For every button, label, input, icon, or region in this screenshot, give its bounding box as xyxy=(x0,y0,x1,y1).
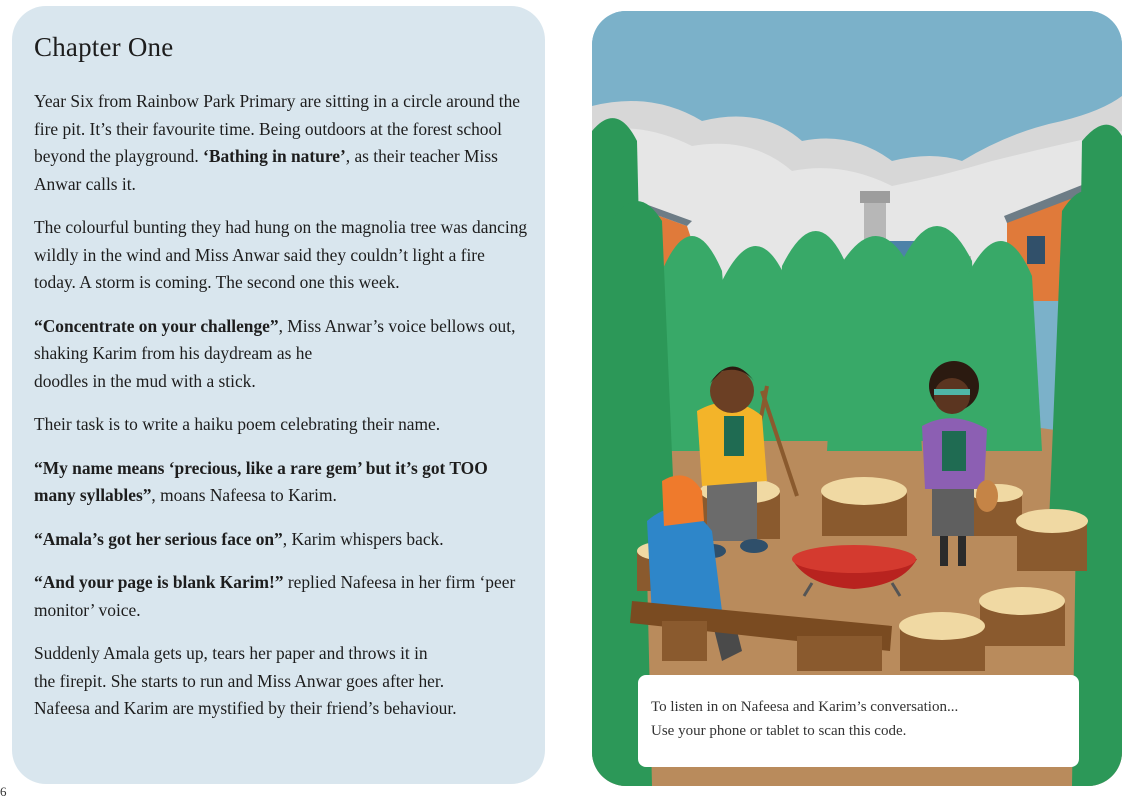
paragraph-5: “My name means ‘precious, like a rare gem’ but it’s got TOO many syllables”, moans Nafeesa to Karim. xyxy=(34,457,488,505)
chapter-title: Chapter One xyxy=(34,32,174,62)
bold-quote: ‘Bathing in nature’ xyxy=(203,146,346,166)
paragraph-2: The colourful bunting they had hung on the magnolia tree was dancing wildly in the wind and Miss Anwar said they couldn’t light a fire today. A storm is coming. The second one this week. xyxy=(34,217,528,292)
bold-quote: “Amala’s got her serious face on” xyxy=(34,528,283,549)
qr-caption-line-2: Use your phone or tablet to scan this code. xyxy=(651,723,907,739)
paragraph-1: Year Six from Rainbow Park Primary are sitting in a circle around the fire pit. It’s their favourite time. Being outdoors at the forest school beyond the playground. ‘Bathing in nature’, as their teacher Miss Anwar calls it. xyxy=(34,91,521,194)
paragraph-6: “Amala’s got her serious face on”, Karim whispers back. xyxy=(34,528,444,549)
text-page xyxy=(12,6,545,784)
paragraph-3: “Concentrate on your challenge”, Miss Anwar’s voice bellows out, shaking Karim from his daydream as he doodles in the mud with a stick. xyxy=(34,315,516,391)
bold-quote: “And your page is blank Karim!” xyxy=(34,572,284,592)
illustration-page xyxy=(592,11,1122,786)
page-number: 6 xyxy=(0,784,7,799)
qr-code-icon[interactable] xyxy=(638,675,1122,786)
paragraph-8: Suddenly Amala gets up, tears her paper and throws it in the firepit. She starts to run and Miss Anwar goes after her. Nafeesa and Karim are mystified by their friend’s behaviour. xyxy=(34,643,457,718)
bold-quote: “Concentrate on your challenge” xyxy=(34,315,279,336)
qr-caption-line-1: To listen in on Nafeesa and Karim’s conversation... xyxy=(651,699,959,715)
forest-school-illustration xyxy=(592,11,1122,786)
paragraph-4: Their task is to write a haiku poem celebrating their name. xyxy=(34,414,441,434)
bold-quote: “My name means ‘precious, like a rare gem’ but it’s got TOO many syllables” xyxy=(34,457,488,505)
qr-caption-box xyxy=(638,675,1079,767)
paragraph-7: “And your page is blank Karim!” replied Nafeesa in her firm ‘peer monitor’ voice. xyxy=(34,572,516,620)
